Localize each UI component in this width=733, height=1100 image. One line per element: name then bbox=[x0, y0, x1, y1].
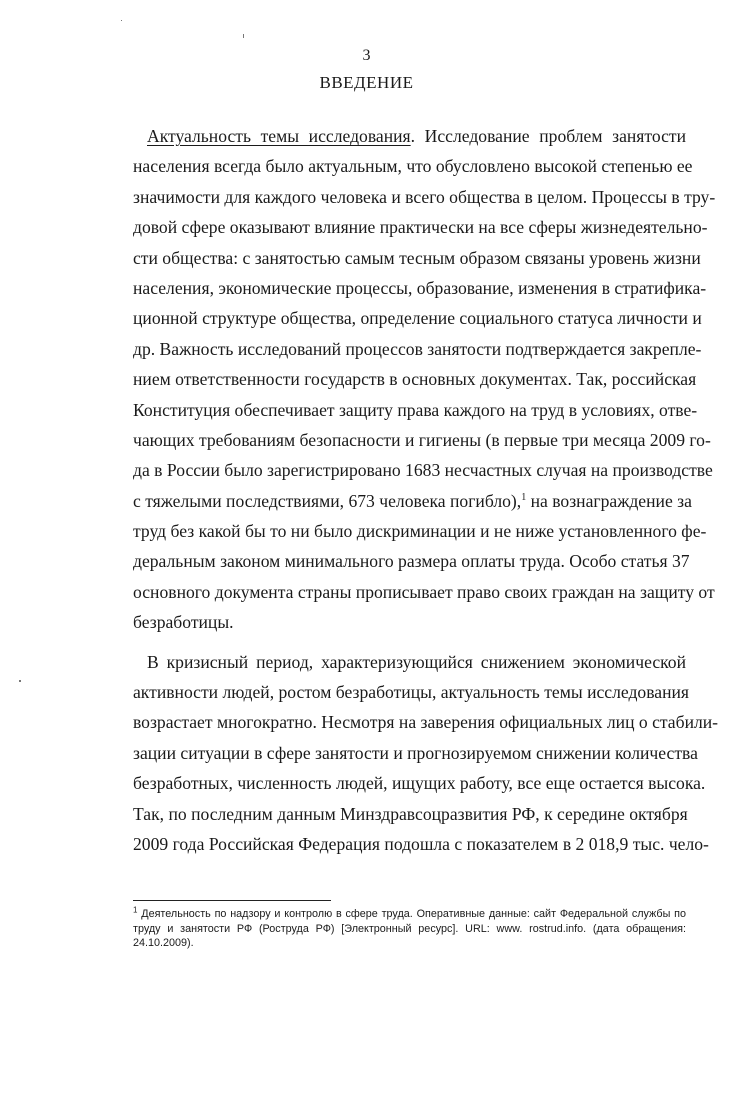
scan-speck bbox=[19, 680, 21, 682]
paragraph-line: деральным законом минимального размера оплаты труда. Особо статья 37 bbox=[133, 551, 690, 572]
paragraph-line: безработицы. bbox=[133, 612, 234, 633]
paragraph-line: довой сфере оказывают влияние практически на все сферы жизнедеятельно- bbox=[133, 217, 708, 238]
footnote-reference: 1 bbox=[521, 491, 527, 503]
paragraph-line: В кризисный период, характеризующийся снижением экономической bbox=[147, 651, 686, 672]
paragraph-line: значимости для каждого человека и всего общества в целом. Процессы в тру- bbox=[133, 186, 716, 207]
footnote-line: труду и занятости РФ (Роструда РФ) [Электронный ресурс]. URL: www. rostrud.info. (дата обращения: bbox=[133, 922, 686, 935]
paragraph-line: основного документа страны прописывает право своих граждан на защиту от bbox=[133, 581, 715, 602]
paragraph-gap bbox=[133, 638, 686, 647]
footnote-line: $^1$ Деятельность по надзору и контролю в сфере труда. Оперативные данные: сайт Федеральной службы по bbox=[133, 905, 687, 920]
paragraph-line: Так, по последним данным Минздравсоцразвития РФ, к середине октября bbox=[133, 803, 688, 824]
body-text bbox=[133, 121, 719, 859]
paragraph-line: труд без какой бы то ни было дискриминации и не ниже установленного фе- bbox=[133, 521, 707, 542]
paragraph-line: населения, экономические процессы, образование, изменения в стратифика- bbox=[133, 277, 707, 298]
paragraph-line: зации ситуации в сфере занятости и прогнозируемом снижении количества bbox=[133, 742, 698, 763]
page-number: 3 bbox=[362, 47, 371, 64]
paragraph-line: возрастает многократно. Несмотря на заверения официальных лиц о стабили- bbox=[133, 712, 719, 733]
paragraph-line: населения всегда было актуальным, что обусловлено высокой степенью ее bbox=[133, 156, 693, 177]
scan-speck bbox=[121, 20, 122, 21]
paragraph-line: Конституция обеспечивает защиту права каждого на труд в условиях, отве- bbox=[133, 399, 698, 420]
footnote-separator bbox=[133, 900, 331, 901]
paragraph-line: 2009 года Российская Федерация подошла с показателем в 2 018,9 тыс. чело- bbox=[133, 833, 709, 854]
paragraph-relevance bbox=[133, 121, 716, 638]
paragraph-line: нием ответственности государств в основных документах. Так, российская bbox=[133, 369, 697, 390]
paragraph-line: чающих требованиям безопасности и гигиены (в первые три месяца 2009 го- bbox=[133, 429, 711, 450]
relevance-lead: Актуальность темы исследования bbox=[147, 126, 411, 146]
paragraph-crisis bbox=[133, 647, 719, 860]
scan-speck bbox=[243, 34, 244, 38]
paragraph-line: Актуальность темы исследования. Исследование проблем занятости bbox=[147, 126, 686, 146]
section-heading: ВВЕДЕНИЕ bbox=[319, 73, 414, 92]
paragraph-line: др. Важность исследований процессов занятости подтверждается закрепле- bbox=[133, 338, 702, 359]
paragraph-line: да в России было зарегистрировано 1683 несчастных случая на производстве bbox=[133, 460, 713, 481]
footnote-line: 24.10.2009). bbox=[133, 937, 194, 949]
paragraph-line: безработных, численность людей, ищущих работу, все еще остается высока. bbox=[133, 773, 706, 794]
footnote bbox=[133, 907, 686, 951]
paragraph-line: сти общества: с занятостью самым тесным образом связаны уровень жизни bbox=[133, 247, 701, 268]
paragraph-line: активности людей, ростом безработицы, актуальность темы исследования bbox=[133, 682, 690, 703]
footnote-mark: 1 bbox=[133, 905, 138, 915]
paragraph-line: ционной структуре общества, определение социального статуса личности и bbox=[133, 308, 702, 329]
paragraph-line: с тяжелыми последствиями, 673 человека погибло),$^1$ на вознаграждение за bbox=[133, 490, 692, 511]
